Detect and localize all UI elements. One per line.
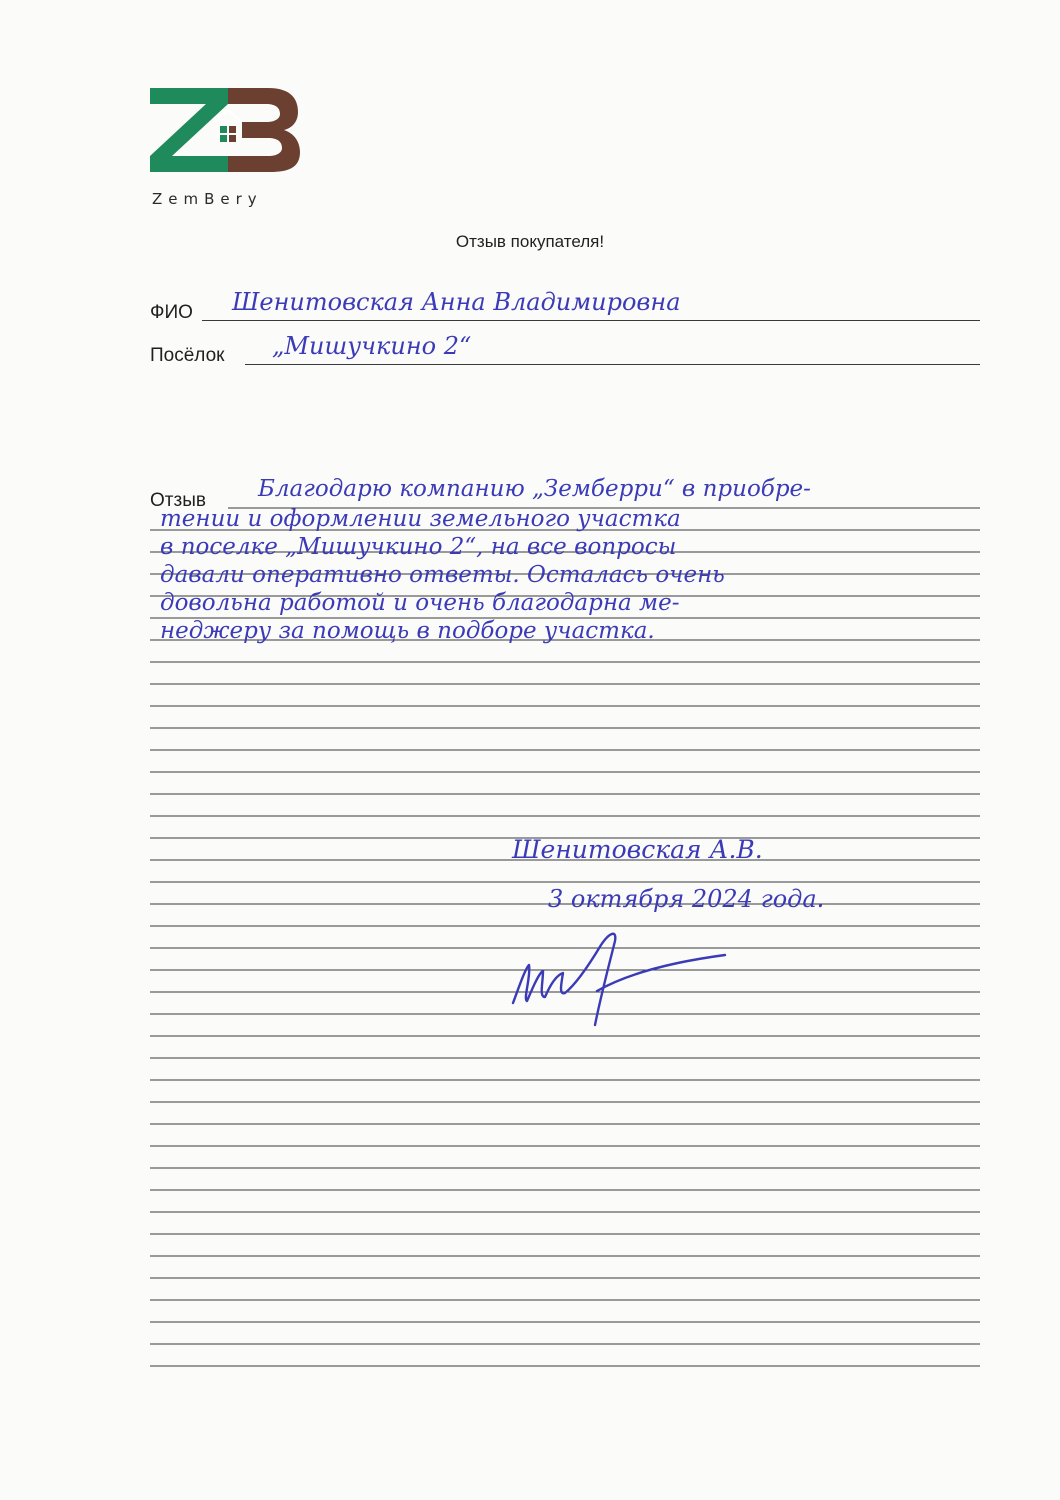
review-label: Отзыв [150, 490, 206, 511]
review-line: в поселке „Мишучкино 2“, на все вопросы [160, 534, 677, 560]
review-line: тении и оформлении земельного участка [160, 506, 681, 532]
village-value: „Мишучкино 2“ [272, 332, 472, 360]
review-line: довольна работой и очень благодарна ме- [160, 590, 680, 616]
review-line: Благодарю компанию „Земберри“ в приобре- [258, 476, 811, 502]
village-label: Посёлок [150, 345, 225, 366]
fio-label: ФИО [150, 302, 193, 323]
review-line: давали оперативно ответы. Осталась очень [160, 562, 725, 588]
review-line: неджеру за помощь в подборе участка. [160, 618, 655, 644]
signature-image [505, 925, 735, 1035]
fio-value: Шенитовская Анна Владимировна [232, 288, 681, 316]
logo-wordmark: ZemBery [152, 190, 263, 208]
page-title: Отзыв покупателя! [455, 232, 605, 251]
signer-name: Шенитовская А.В. [512, 835, 763, 864]
review-date: 3 октября 2024 года. [548, 885, 825, 913]
